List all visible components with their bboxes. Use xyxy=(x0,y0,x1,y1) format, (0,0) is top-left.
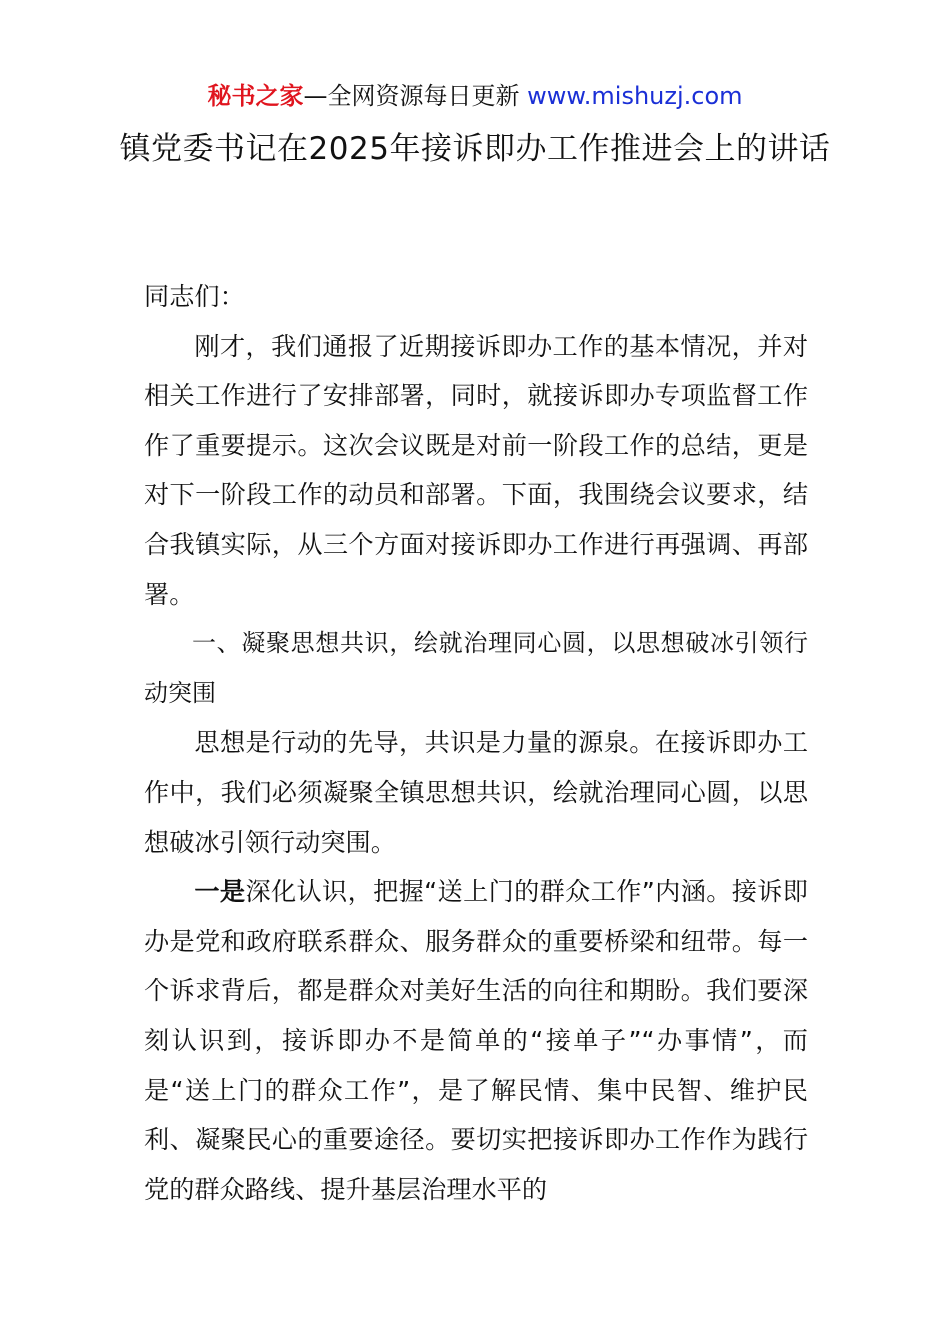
document-title: 镇党委书记在2025年接诉即办工作推进会上的讲话 xyxy=(119,131,831,167)
paragraph: 思想是行动的先导，共识是力量的源泉。在接诉即办工作中，我们必须凝聚全镇思想共识，绘就治理同心圆，以思想破冰引领行动突围。 xyxy=(144,728,808,857)
site-header xyxy=(0,80,950,112)
paragraph-text: 深化认识，把握“送上门的群众工作”内涵。接诉即办是党和政府联系群众、服务群众的重要桥梁和纽带。每一个诉求背后，都是群众对美好生活的向往和期盼。我们要深刻认识到，接诉即办不是简单的“接单子”“办事情”，而是“送上门的群众工作”，是了解民情、集中民智、维护民利、凝聚民心的重要途径。要切实把接诉即办工作作为践行党的群众路线、提升基层治理水平的 xyxy=(144,877,808,1204)
paragraph: 刚才，我们通报了近期接诉即办工作的基本情况，并对相关工作进行了安排部署，同时，就接诉即办专项监督工作作了重要提示。这次会议既是对前一阶段工作的总结，更是对下一阶段工作的动员和部署。下面，我围绕会议要求，结合我镇实际，从三个方面对接诉即办工作进行再强调、再部署。 xyxy=(144,331,808,609)
paragraph xyxy=(144,867,808,1214)
site-url[interactable]: www.mishuzj.com xyxy=(527,82,743,110)
paragraph-lead: 一是 xyxy=(194,877,246,907)
brand-name: 秘书之家 xyxy=(207,82,304,110)
section-heading: 一、凝聚思想共识，绘就治理同心圆，以思想破冰引领行动突围 xyxy=(144,629,808,707)
header-tagline: —全网资源每日更新 xyxy=(303,82,528,110)
document-body xyxy=(144,272,808,1214)
salutation: 同志们： xyxy=(144,282,245,311)
